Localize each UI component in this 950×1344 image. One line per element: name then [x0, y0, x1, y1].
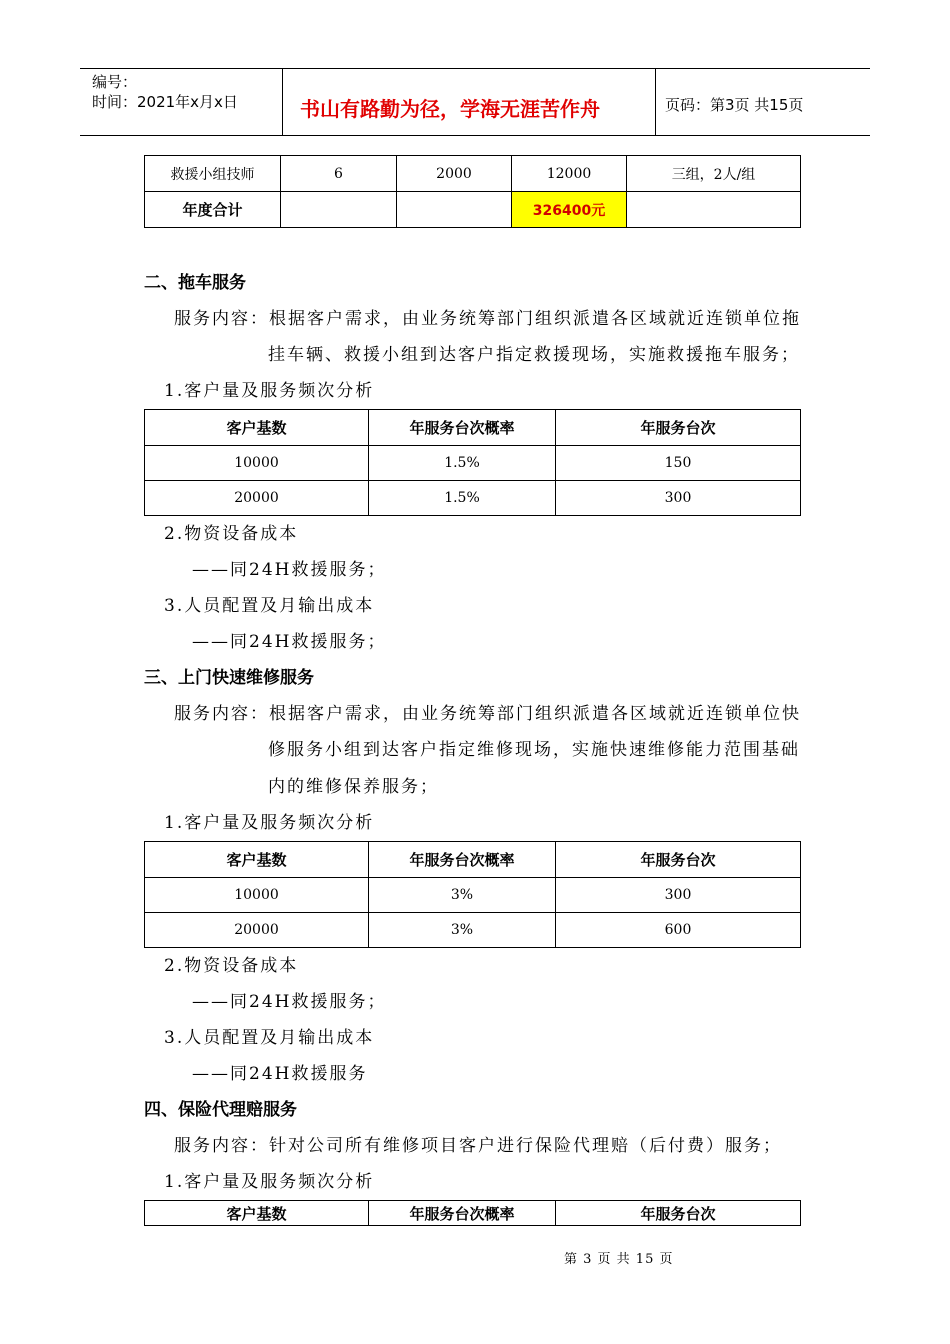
column-header: 客户基数 [145, 1201, 369, 1226]
table-cell: 6 [281, 156, 397, 192]
table-cell [397, 192, 512, 228]
column-header: 年服务台次概率 [369, 410, 556, 446]
table-row [145, 481, 801, 516]
subsection-title: 1.客户量及服务频次分析 [164, 381, 375, 401]
document-code-label: 编号： [92, 73, 138, 91]
table-cell: 300 [556, 481, 801, 516]
subsection-title: 2.物资设备成本 [164, 524, 299, 544]
table-cell: 10000 [145, 878, 369, 913]
table-cell: 救援小组技师 [145, 156, 281, 192]
subsection-text: ——同24H救援服务 [192, 1064, 368, 1084]
table-cell: 20000 [145, 481, 369, 516]
subsection-title: 3.人员配置及月输出成本 [164, 596, 375, 616]
table-cell: 3% [369, 913, 556, 948]
column-header: 年服务台次概率 [369, 842, 556, 878]
table-cell: 1.5% [369, 446, 556, 481]
column-header: 年服务台次 [556, 410, 801, 446]
header-motto: 书山有路勤为径，学海无涯苦作舟 [300, 97, 600, 121]
section-content-line: 服务内容：根据客户需求，由业务统筹部门组织派遣各区域就近连锁单位拖 [174, 309, 801, 329]
document-time-label: 时间：2021年x月x日 [92, 93, 238, 111]
insurance-frequency-table [144, 1200, 801, 1226]
section-content-line: 服务内容：根据客户需求，由业务统筹部门组织派遣各区域就近连锁单位快 [174, 704, 801, 724]
footer-page-number: 第 3 页 共 15 页 [564, 1252, 674, 1267]
subsection-text: ——同24H救援服务； [192, 992, 387, 1012]
towing-frequency-table [144, 409, 801, 516]
subsection-text: ——同24H救援服务； [192, 632, 387, 652]
subsection-title: 1.客户量及服务频次分析 [164, 813, 375, 833]
section-title-insurance-claim: 四、保险代理赔服务 [144, 1100, 297, 1120]
table-cell: 10000 [145, 446, 369, 481]
column-header: 客户基数 [145, 842, 369, 878]
annual-total-label: 年度合计 [145, 192, 281, 228]
header-bottom-rule [80, 135, 870, 136]
table-cell [281, 192, 397, 228]
table-cell: 12000 [512, 156, 627, 192]
repair-frequency-table [144, 841, 801, 948]
table-cell: 600 [556, 913, 801, 948]
table-cell: 1.5% [369, 481, 556, 516]
section-content-line: 内的维修保养服务； [268, 777, 439, 797]
table-row-total [145, 192, 801, 228]
header-top-rule [80, 68, 870, 69]
column-header: 年服务台次概率 [369, 1201, 556, 1226]
section-content-line: 修服务小组到达客户指定维修现场，实施快速维修能力范围基础 [268, 740, 800, 760]
table-row [145, 878, 801, 913]
section-content-line: 服务内容：针对公司所有维修项目客户进行保险代理赔（后付费）服务； [174, 1136, 782, 1156]
table-cell [627, 192, 801, 228]
column-header: 年服务台次 [556, 842, 801, 878]
table-header-row [145, 842, 801, 878]
section-title-onsite-repair: 三、上门快速维修服务 [144, 668, 314, 688]
column-header: 客户基数 [145, 410, 369, 446]
table-row [145, 156, 801, 192]
subsection-title: 2.物资设备成本 [164, 956, 299, 976]
table-header-row [145, 1201, 801, 1226]
subsection-text: ——同24H救援服务； [192, 560, 387, 580]
subsection-title: 1.客户量及服务频次分析 [164, 1172, 375, 1192]
table-cell: 150 [556, 446, 801, 481]
table-row [145, 446, 801, 481]
annual-total-value: 326400元 [512, 192, 627, 228]
table-cell: 20000 [145, 913, 369, 948]
table-header-row [145, 410, 801, 446]
column-header: 年服务台次 [556, 1201, 801, 1226]
header-page-number: 页码：第3页 共15页 [665, 96, 804, 114]
section-title-towing: 二、拖车服务 [144, 273, 246, 293]
table-cell: 300 [556, 878, 801, 913]
table-row [145, 913, 801, 948]
table-cell: 三组，2人/组 [627, 156, 801, 192]
cost-table-continuation [144, 155, 801, 228]
header-divider [655, 68, 656, 135]
table-cell: 2000 [397, 156, 512, 192]
header-divider [282, 68, 283, 135]
table-cell: 3% [369, 878, 556, 913]
subsection-title: 3.人员配置及月输出成本 [164, 1028, 375, 1048]
section-content-line: 挂车辆、救援小组到达客户指定救援现场，实施救援拖车服务； [268, 345, 800, 365]
